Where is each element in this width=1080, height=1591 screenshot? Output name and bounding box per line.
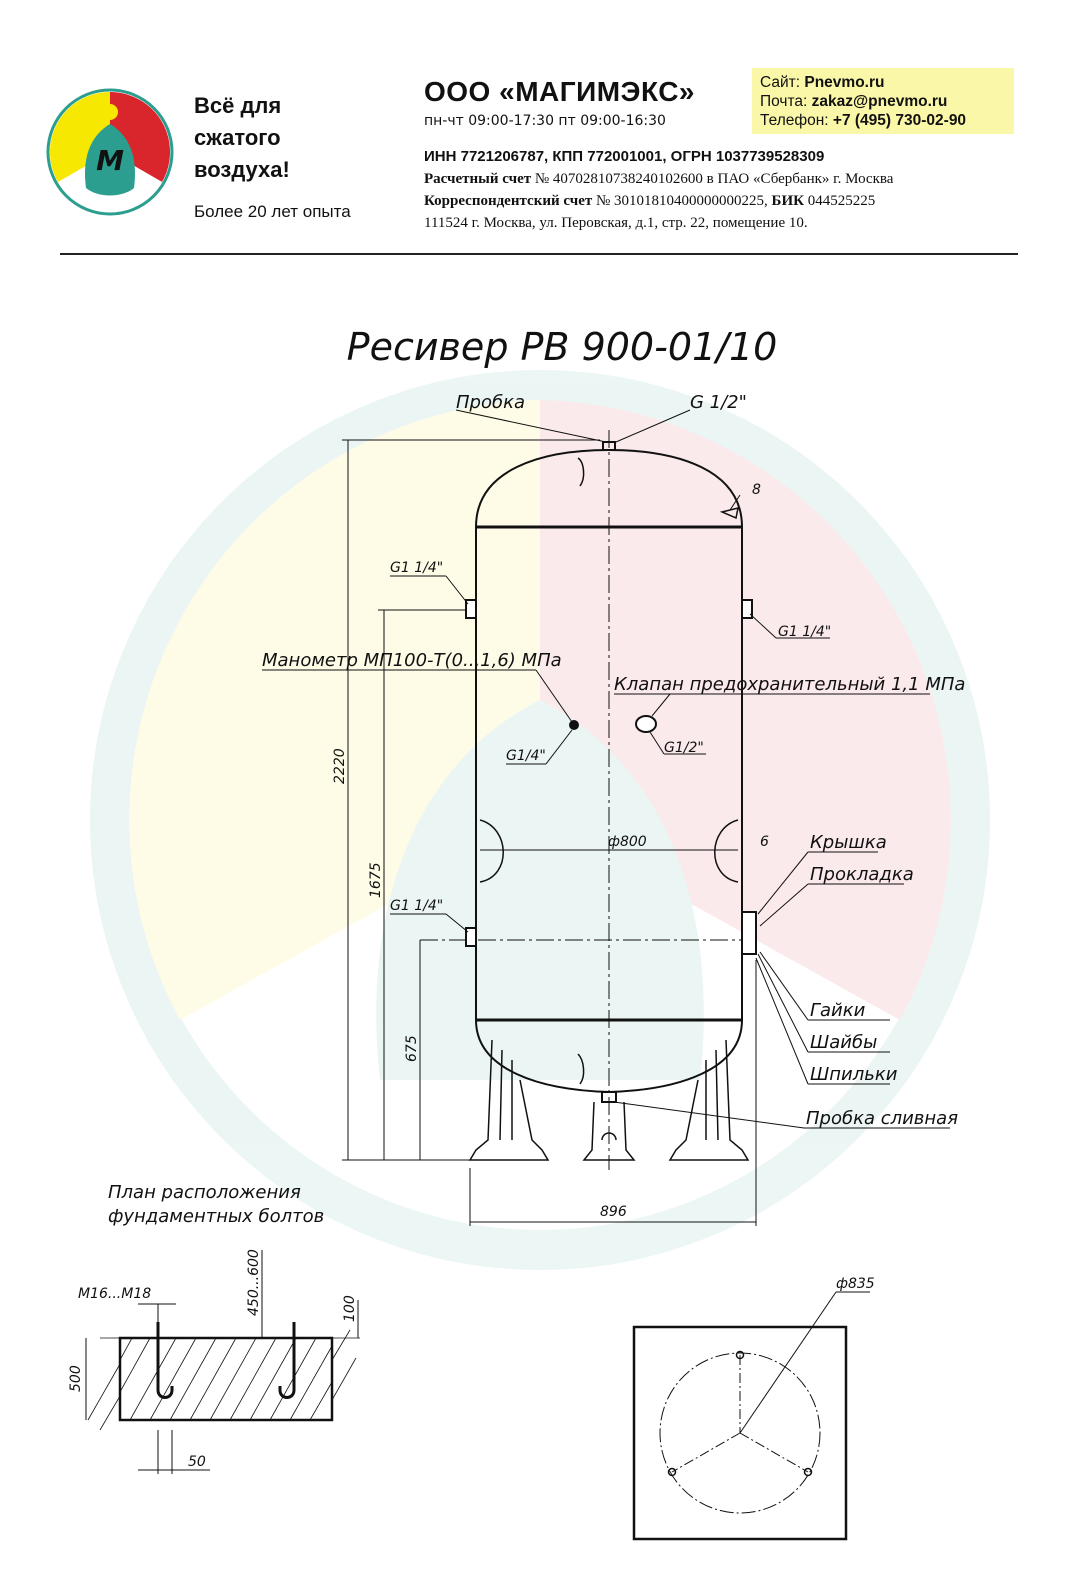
label-manometer: Манометр МП100-Т(0...1,6) МПа — [262, 650, 562, 671]
requisites-inn: ИНН 7721206787, КПП 772001001, ОГРН 1037739528309 — [424, 148, 825, 165]
label-g14: G1/4" — [506, 748, 546, 764]
label-g-half-top: G 1/2" — [690, 392, 747, 413]
label-g12: G1/2" — [664, 740, 704, 756]
email-link[interactable]: zakaz@pnevmo.ru — [811, 93, 948, 110]
label-washers: Шайбы — [810, 1032, 878, 1053]
label-g114-left-bottom: G1 1/4" — [390, 898, 444, 914]
label-dim-50: 50 — [188, 1454, 206, 1470]
site-link[interactable]: Pnevmo.ru — [804, 74, 885, 91]
foundation-section — [86, 1250, 360, 1474]
label-nuts: Гайки — [810, 1000, 866, 1021]
label-dim-500: 500 — [68, 1365, 84, 1392]
label-plug: Пробка — [456, 392, 525, 413]
phone-label: Телефон: — [760, 112, 829, 129]
label-drain-plug: Пробка сливная — [806, 1108, 959, 1129]
label-dia-800: ф800 — [608, 834, 647, 850]
label-valve: Клапан предохранительный 1,1 МПа — [614, 674, 966, 695]
foundation-labels — [68, 1249, 358, 1470]
phone-link[interactable]: +7 (495) 730-02-90 — [832, 112, 967, 129]
label-dim-2220: 2220 — [332, 748, 348, 784]
slogan-line-1: Всё для — [194, 93, 282, 118]
label-dim-450-600: 450...600 — [246, 1249, 262, 1316]
working-hours: пн-чт 09:00-17:30 пт 09:00-16:30 — [424, 113, 666, 129]
label-g114-right: G1 1/4" — [778, 624, 832, 640]
svg-text:М: М — [96, 144, 124, 177]
label-plan-title-2: фундаментных болтов — [108, 1206, 325, 1227]
requisites-corr-account: Корреспондентский счет № 30101810400000000225, БИК 044525225 — [424, 193, 876, 209]
slogan-line-2: сжатого — [194, 125, 281, 150]
site-label: Сайт: — [760, 74, 801, 91]
label-dia-835: ф835 — [836, 1276, 875, 1292]
label-gasket: Прокладка — [810, 864, 914, 885]
label-dim-675: 675 — [404, 1035, 420, 1062]
label-dim-896: 896 — [600, 1204, 627, 1220]
label-plan-title-1: План расположения — [108, 1182, 301, 1203]
label-dim-8: 8 — [752, 482, 761, 498]
bolt-circle-plan — [634, 1292, 870, 1539]
company-name: ООО «МАГИМЭКС» — [424, 76, 695, 107]
requisites-address: 111524 г. Москва, ул. Перовская, д.1, стр. 22, помещение 10. — [424, 215, 808, 231]
label-cover: Крышка — [810, 832, 887, 853]
mail-label: Почта: — [760, 93, 808, 110]
label-studs: Шпильки — [810, 1064, 898, 1085]
label-m16m18: M16...M18 — [78, 1286, 152, 1302]
requisites-account: Расчетный счет № 40702810738240102600 в ПАО «Сбербанк» г. Москва — [424, 171, 894, 187]
drawing-title: Ресивер РВ 900-01/10 — [346, 325, 778, 369]
label-g114-left-top: G1 1/4" — [390, 560, 444, 576]
label-dim-6: 6 — [760, 834, 769, 850]
label-dim-1675: 1675 — [368, 862, 384, 898]
slogan-line-3: воздуха! — [194, 157, 290, 182]
experience-text: Более 20 лет опыта — [194, 202, 351, 221]
label-dim-100: 100 — [342, 1295, 358, 1322]
